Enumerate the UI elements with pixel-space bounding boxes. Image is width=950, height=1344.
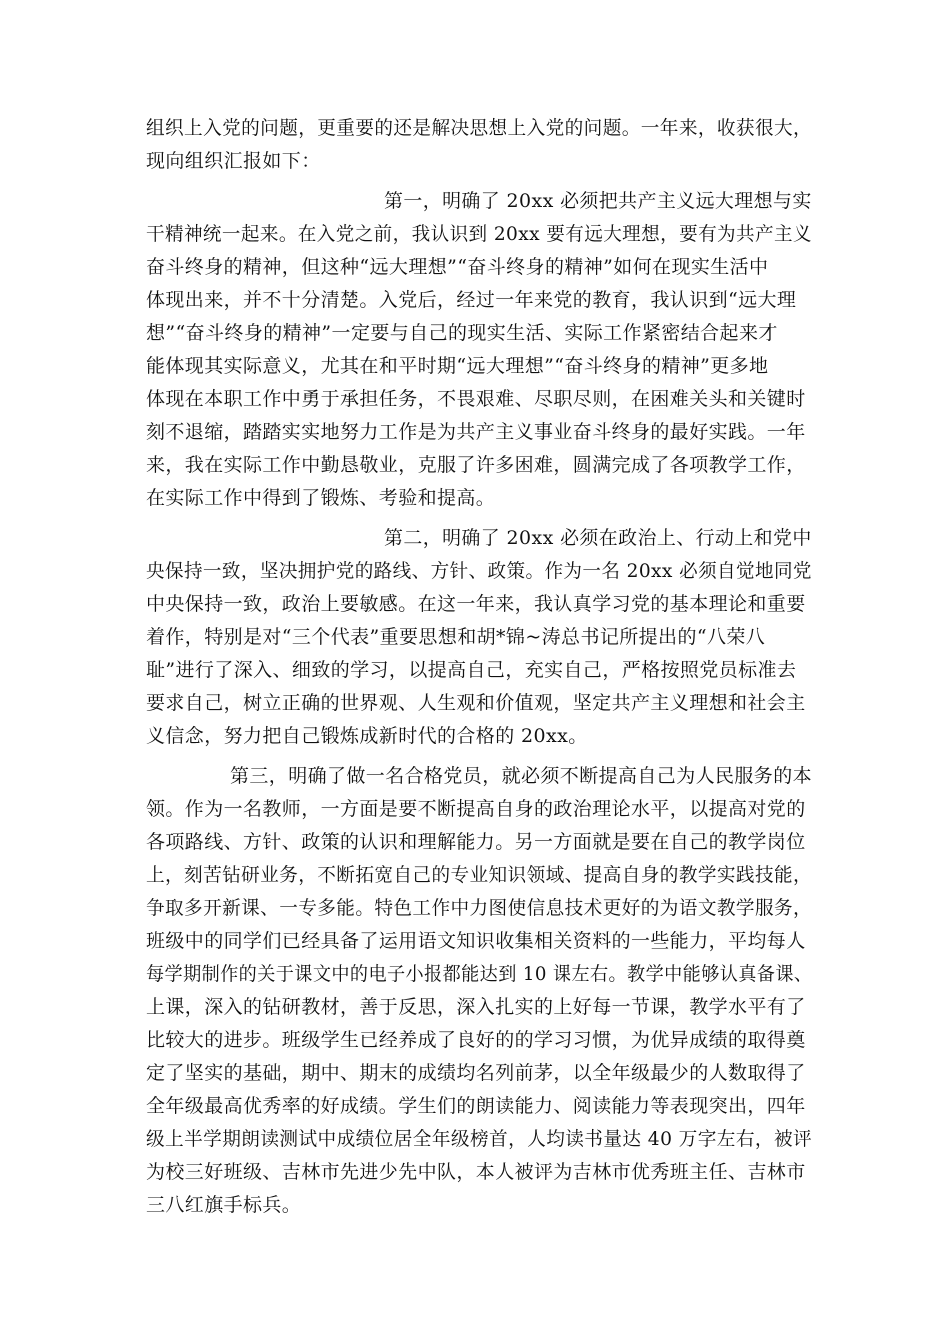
text-line: 中央保持一致，政治上要敏感。在这一年来，我认真学习党的基本理论和重要 (146, 593, 806, 615)
text-line: 全年级最高优秀率的好成绩。学生们的朗读能力、阅读能力等表现突出，四年 (146, 1095, 806, 1117)
text-line: 级上半学期朗读测试中成绩位居全年级榜首，人均读书量达 40 万字左右，被评 (146, 1128, 813, 1150)
text-line: 要求自己，树立正确的世界观、人生观和价值观，坚定共产主义理想和社会主 (146, 692, 806, 714)
text-line: 在实际工作中得到了锻炼、考验和提高。 (146, 487, 496, 509)
text-line: 来，我在实际工作中勤恳敬业，克服了许多困难，圆满完成了各项教学工作， (146, 454, 806, 476)
text-line: 耻”进行了深入、细致的学习，以提高自己，充实自己，严格按照党员标准去 (146, 659, 797, 681)
text-line: 着作，特别是对“三个代表”重要思想和胡*锦~涛总书记所提出的“八荣八 (146, 626, 766, 648)
text-line: 体现出来，并不十分清楚。入党后，经过一年来党的教育，我认识到“远大理 (146, 289, 797, 311)
text-line: 想”“奋斗终身的精神”一定要与自己的现实生活、实际工作紧密结合起来才 (146, 322, 778, 344)
text-line: 比较大的进步。班级学生已经养成了良好的的学习习惯，为优异成绩的取得奠 (146, 1029, 806, 1051)
text-line: 上课，深入的钻研教材，善于反思，深入扎实的上好每一节课，教学水平有了 (146, 996, 806, 1018)
text-line: 干精神统一起来。在入党之前，我认识到 20xx 要有远大理想，要有为共产主义 (146, 223, 812, 245)
text-line: 组织上入党的问题，更重要的还是解决思想上入党的问题。一年来，收获很大， (146, 117, 813, 139)
text-line: 刻不退缩，踏踏实实地努力工作是为共产主义事业奋斗终身的最好实践。一年 (146, 421, 806, 443)
text-line: 各项路线、方针、政策的认识和理解能力。另一方面就是要在自己的教学岗位 (146, 831, 806, 853)
text-line: 争取多开新课、一专多能。特色工作中力图使信息技术更好的为语文教学服务， (146, 897, 813, 919)
text-line: 义信念，努力把自己锻炼成新时代的合格的 20xx。 (146, 725, 588, 747)
text-line: 奋斗终身的精神，但这种“远大理想”“奋斗终身的精神”如何在现实生活中 (146, 256, 769, 278)
text-line: 现向组织汇报如下： (146, 150, 321, 172)
text-line: 三八红旗手标兵。 (146, 1194, 302, 1216)
text-line: 领。作为一名教师，一方面是要不断提高自身的政治理论水平，以提高对党的 (146, 798, 806, 820)
text-line: 体现在本职工作中勇于承担任务，不畏艰难、尽职尽则，在困难关头和关键时 (146, 388, 806, 410)
text-line: 央保持一致，坚决拥护党的路线、方针、政策。作为一名 20xx 必须自觉地同党 (146, 560, 812, 582)
text-line: 第三，明确了做一名合格党员，就必须不断提高自己为人民服务的本 (230, 765, 813, 787)
text-line: 上，刻苦钻研业务，不断拓宽自己的专业知识领域、提高自身的教学实践技能， (146, 864, 813, 886)
text-line: 定了坚实的基础，期中、期末的成绩均名列前茅，以全年级最少的人数取得了 (146, 1062, 806, 1084)
text-line: 能体现其实际意义，尤其在和平时期“远大理想”“奋斗终身的精神”更多地 (146, 355, 769, 377)
text-line: 第一，明确了 20xx 必须把共产主义远大理想与实 (384, 190, 812, 212)
text-line: 班级中的同学们已经具备了运用语文知识收集相关资料的一些能力，平均每人 (146, 930, 806, 952)
text-line: 每学期制作的关于课文中的电子小报都能达到 10 课左右。教学中能够认真备课、 (146, 963, 813, 985)
text-line: 为校三好班级、吉林市先进少先中队，本人被评为吉林市优秀班主任、吉林市 (146, 1161, 806, 1183)
text-line: 第二，明确了 20xx 必须在政治上、行动上和党中 (384, 527, 812, 549)
